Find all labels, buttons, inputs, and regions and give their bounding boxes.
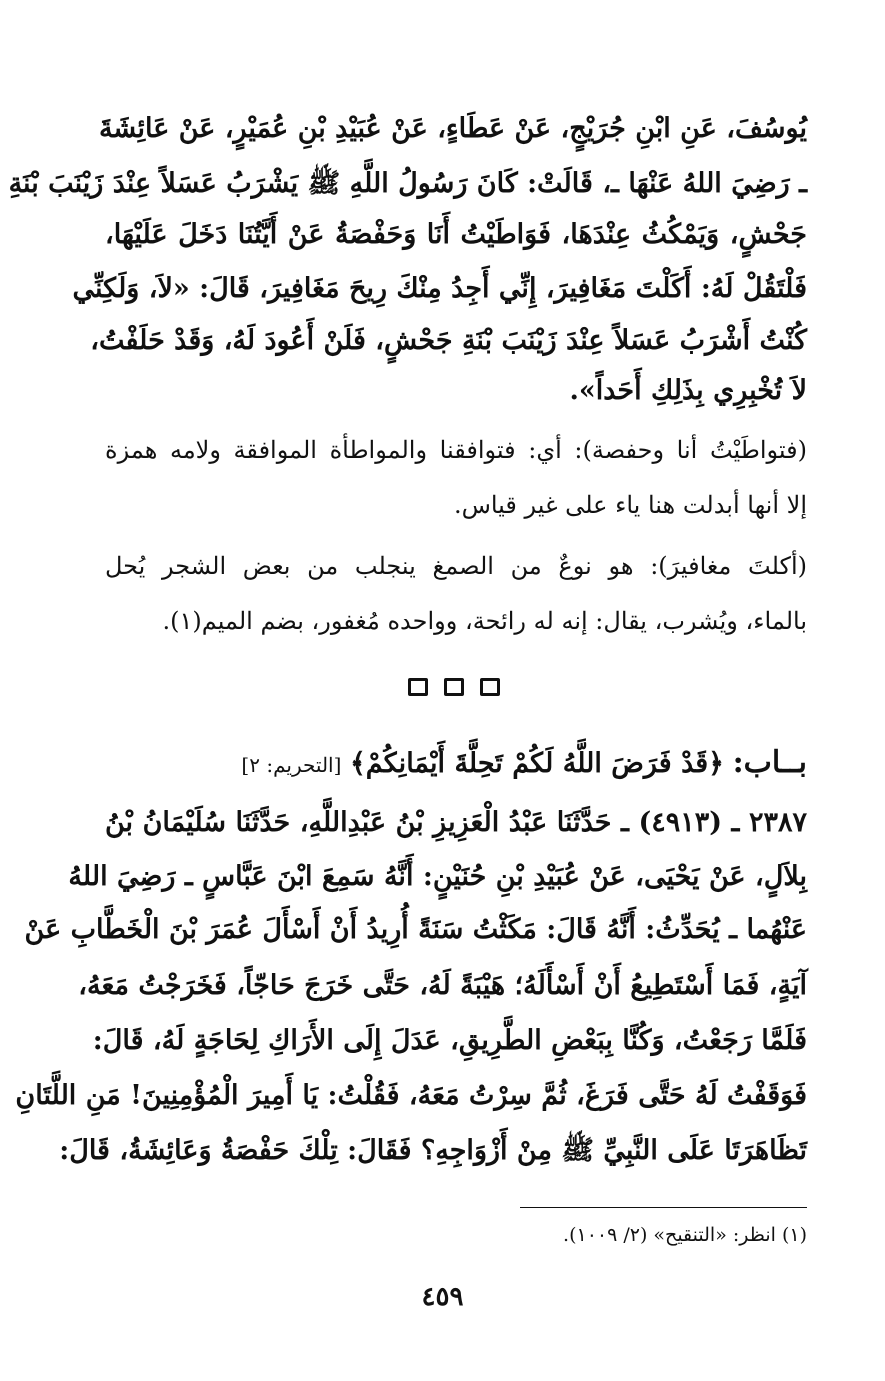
section-separator: [408, 678, 500, 700]
text-line: فَلَمَّا رَجَعْتُ، وَكُنَّا بِبَعْضِ الطَّرِيقِ، عَدَلَ إِلَى الأَرَاكِ لِحَاجَةٍ لَهُ، قَالَ:: [92, 1025, 807, 1056]
text-line: آيَةٍ، فَمَا أَسْتَطِيعُ أَنْ أَسْأَلَهُ؛ هَيْبَةً لَهُ، حَتَّى خَرَجَ حَاجّاً، فَخَرَجْتُ مَعَهُ،: [78, 970, 807, 1001]
text-line: ـ رَضِيَ اللهُ عَنْهَا ـ، قَالَتْ: كَانَ رَسُولُ اللَّهِ ﷺ يَشْرَبُ عَسَلاً عِنْدَ زَيْنَبَ بْنَةِ: [8, 168, 807, 199]
commentary-line: (أكلتَ مغافيرَ): هو نوعٌ من الصمغ ينجلب من بعض الشجر يُحل: [105, 552, 807, 580]
page-number: ٤٥٩: [421, 1282, 464, 1312]
chapter-ayah: ﴿قَدْ فَرَضَ اللَّهُ لَكُمْ تَحِلَّةَ أَيْمَانِكُمْ﴾: [349, 748, 725, 779]
footnote-divider: [520, 1207, 807, 1208]
separator-square-icon: [480, 678, 500, 696]
text-line: لاَ تُخْبِرِي بِذَلِكِ أَحَداً».: [569, 375, 807, 406]
commentary-line: (فتواطَيْتُ أنا وحفصة): أي: فتوافقنا والمواطأة الموافقة ولامه همزة: [105, 436, 807, 464]
chapter-label: بــاب:: [732, 745, 807, 780]
text-line: جَحْشٍ، وَيَمْكُثُ عِنْدَهَا، فَوَاطَيْتُ أَنَا وَحَفْصَةُ عَنْ أَيَّتُنَا دَخَلَ عَلَيْهَا،: [105, 219, 807, 250]
text-line: عَنْهُما ـ يُحَدِّثُ: أَنَّهُ قَالَ: مَكَثْتُ سَنَةً أُرِيدُ أَنْ أَسْأَلَ عُمَرَ بْنَ الْخَطَّابِ عَنْ: [24, 914, 807, 945]
text-line: فَلْتَقُلْ لَهُ: أَكَلْتَ مَغَافِيرَ، إِنِّي أَجِدُ مِنْكَ رِيحَ مَغَافِيرَ، قَالَ: «لاَ، وَلَكِنِّي: [72, 273, 807, 304]
commentary-line: بالماء، ويُشرب، يقال: إنه له رائحة، وواحده مُغفور، بضم الميم(١).: [162, 607, 807, 635]
text-line: فَوَقَفْتُ لَهُ حَتَّى فَرَغَ، ثُمَّ سِرْتُ مَعَهُ، فَقُلْتُ: يَا أَمِيرَ الْمُؤْمِنِينَ! مَنِ اللَّتَانِ: [15, 1080, 807, 1111]
commentary-line: إلا أنها أبدلت هنا ياء على غير قياس.: [453, 491, 807, 519]
text-line: تَظَاهَرَتَا عَلَى النَّبِيِّ ﷺ مِنْ أَزْوَاجِهِ؟ فَقَالَ: تِلْكَ حَفْصَةُ وَعَائِشَةُ، قَالَ:: [59, 1135, 807, 1166]
separator-square-icon: [444, 678, 464, 696]
chapter-heading: [241, 738, 807, 788]
text-line: بِلاَلٍ، عَنْ يَحْيَى، عَنْ عُبَيْدِ بْنِ حُنَيْنٍ: أَنَّهُ سَمِعَ ابْنَ عَبَّاسٍ ـ رَضِيَ اللهُ: [68, 861, 807, 892]
chapter-reference: [التحريم: ٢]: [241, 753, 342, 777]
text-line: ٢٣٨٧ ـ (٤٩١٣) ـ حَدَّثَنَا عَبْدُ الْعَزِيزِ بْنُ عَبْدِاللَّهِ، حَدَّثَنَا سُلَيْمَانُ بْنُ: [105, 807, 807, 838]
text-line: كُنْتُ أَشْرَبُ عَسَلاً عِنْدَ زَيْنَبَ بْنَةِ جَحْشٍ، فَلَنْ أَعُودَ لَهُ، وَقَدْ حَلَفْتُ،: [90, 325, 807, 356]
separator-square-icon: [408, 678, 428, 696]
text-line: يُوسُفَ، عَنِ ابْنِ جُرَيْجٍ، عَنْ عَطَاءٍ، عَنْ عُبَيْدِ بْنِ عُمَيْرٍ، عَنْ عَائِشَةَ: [98, 113, 807, 144]
footnote: (١) انظر: «التنقيح» (٢/ ١٠٠٩).: [563, 1224, 807, 1246]
